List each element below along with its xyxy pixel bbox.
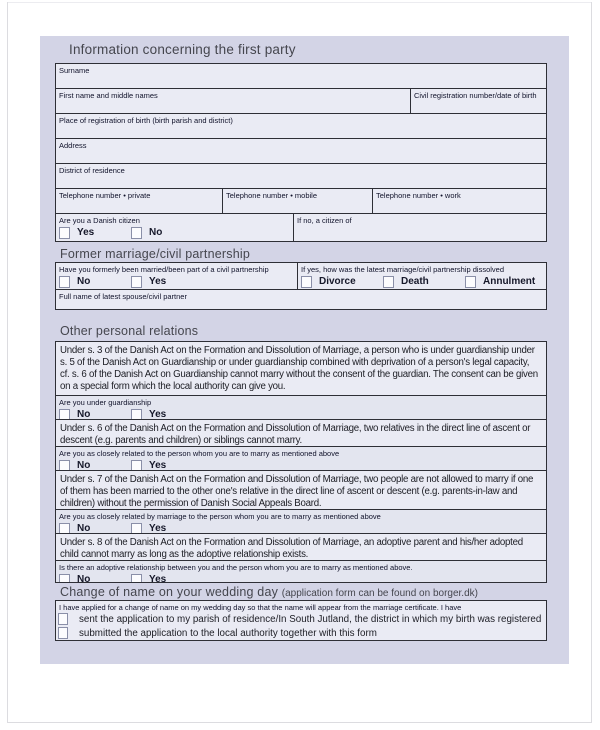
closely-related-options [56,460,546,470]
birth-registration-label: Place of registration of birth (birth parish and district) [59,116,233,125]
checkbox-label-yes: Yes [149,523,167,533]
table-row [56,289,546,309]
citizen-of-field[interactable] [293,214,546,241]
page-edge-bottom [7,722,592,723]
former-marriage-question [56,263,297,289]
table-row [56,138,546,163]
first-name-label: First name and middle names [59,91,158,100]
page-edge-top [7,2,592,3]
danish-citizen-label: Are you a Danish citizen [59,216,140,225]
checkbox-dissolved-divorce[interactable] [301,276,312,288]
checkbox-label-no: No [77,409,91,419]
checkbox-related-no[interactable] [59,460,70,470]
checkbox-label-yes: Yes [77,227,95,238]
table-row [56,113,546,138]
checkbox-name-change-parish[interactable] [58,613,68,625]
marriage-dissolved-question [297,263,546,289]
surname-field[interactable] [56,64,546,88]
birth-registration-field[interactable] [56,114,546,138]
first-name-field[interactable] [56,89,410,113]
district-of-residence-field[interactable] [56,164,546,188]
checkbox-former-marriage-no[interactable] [59,276,70,288]
guardianship-options [56,409,546,419]
citizen-of-label: If no, a citizen of [297,216,352,225]
spouse-name-field[interactable] [56,290,546,309]
danish-citizen-options [56,227,293,239]
checkbox-label-yes: Yes [149,460,167,470]
page-edge-right [591,2,592,722]
other-relations-box [55,341,547,583]
former-marriage-options [56,276,297,288]
closely-related-label: Are you as closely related to the person whom you are to marry as mentioned above [59,449,340,458]
checkbox-label-death: Death [401,276,429,287]
checkbox-name-change-local-authority[interactable] [58,627,68,639]
legal-text-s8: Under s. 8 of the Danish Act on the Formation and Dissolution of Marriage, an adoptive parent and his/her adopted child cannot marry as long as the adoptive relationship exists. [56,533,546,560]
legal-text-s3: Under s. 3 of the Danish Act on the Formation and Dissolution of Marriage, a person who is under guardianship under s. 5 of the Danish Act on Guardianship or under guardianship combined with deprivation of a person's legal capacity, cf. s. 6 of the Danish Act on Guardianship cannot marry without the consent of the guardian. The consent can be given on a special form which the local authority can give you. [60,345,538,392]
marriage-dissolved-label: If yes, how was the latest marriage/civil partnership dissolved [301,265,505,274]
table-row [56,188,546,213]
surname-label: Surname [59,66,90,75]
danish-citizen-question [56,214,293,241]
checkbox-adoptive-yes[interactable] [131,574,142,582]
checkbox-label-yes: Yes [149,276,167,287]
guardianship-label: Are you under guardianship [59,398,152,407]
checkbox-label-no: No [77,276,91,287]
telephone-mobile-field[interactable] [222,189,372,213]
related-by-marriage-label: Are you as closely related by marriage to the person whom you are to marry as mentioned above [59,512,381,521]
spouse-name-label: Full name of latest spouse/civil partner [59,292,187,301]
name-change-option-row [56,612,546,626]
telephone-work-label: Telephone number • work [376,191,461,200]
name-change-option-row [56,626,546,640]
checkbox-label-no: No [77,574,91,582]
checkbox-label-yes: Yes [149,574,167,582]
checkbox-related-by-marriage-no[interactable] [59,523,70,533]
table-row [56,88,546,113]
name-change-option-parish: sent the application to my parish of residence/In South Jutland, the district in which my birth was registered [79,613,542,625]
former-marriage-box [55,262,547,310]
checkbox-label-no: No [77,460,91,470]
checkbox-danish-citizen-yes[interactable] [59,227,70,239]
checkbox-danish-citizen-no[interactable] [131,227,142,239]
checkbox-guardianship-no[interactable] [59,409,70,419]
former-marriage-label: Have you formerly been married/been part of a civil partnership [59,265,269,274]
checkbox-former-marriage-yes[interactable] [131,276,142,288]
address-field[interactable] [56,139,546,163]
table-row [56,64,546,88]
adoptive-relationship-options [56,574,546,582]
marriage-dissolved-options [298,276,546,288]
telephone-work-field[interactable] [372,189,546,213]
table-row [56,263,546,289]
first-party-box [55,63,547,242]
checkbox-label-no: No [149,227,163,238]
name-change-box [55,600,547,641]
checkbox-dissolved-annulment[interactable] [465,276,476,288]
checkbox-adoptive-no[interactable] [59,574,70,582]
address-label: Address [59,141,87,150]
checkbox-label-divorce: Divorce [319,276,356,287]
section-heading-other-relations: Other personal relations [60,324,199,338]
legal-text-s7: Under s. 7 of the Danish Act on the Formation and Dissolution of Marriage, two people are not allowed to marry if one of them has been married to the other one's relative in the direct line of ascent or descent (e.g. parents-in-law and children) without the permission of Danish Social Appeals Board. [56,470,546,509]
checkbox-guardianship-yes[interactable] [131,409,142,419]
telephone-mobile-label: Telephone number • mobile [226,191,318,200]
telephone-private-label: Telephone number • private [59,191,151,200]
closely-related-question [56,446,546,470]
name-change-option-local-authority: submitted the application to the local authority together with this form [79,627,377,639]
adoptive-relationship-label: Is there an adoptive relationship between you and the person whom you are to marry as mentioned above. [59,563,413,572]
table-row [56,163,546,188]
telephone-private-field[interactable] [56,189,222,213]
related-by-marriage-options [56,523,546,533]
related-by-marriage-question [56,509,546,533]
civil-registration-label: Civil registration number/date of birth [414,91,537,100]
name-change-note-text: (application form can be found on borger.dk) [281,588,478,599]
section-heading-former-marriage: Former marriage/civil partnership [60,247,250,261]
guardianship-question [56,395,546,419]
table-row [56,213,546,241]
legal-text-s6: Under s. 6 of the Danish Act on the Formation and Dissolution of Marriage, two relatives in the direct line of ascent or descent (e.g. parents and children) or siblings cannot marry. [56,419,546,446]
checkbox-related-by-marriage-yes[interactable] [131,523,142,533]
form-title: Information concerning the first party [69,42,296,57]
adoptive-relationship-question [56,560,546,582]
name-change-heading: Change of name on your wedding day [60,585,279,599]
form-panel [40,36,569,664]
checkbox-related-yes[interactable] [131,460,142,470]
page-edge-left [7,2,8,722]
checkbox-label-no: No [77,523,91,533]
checkbox-label-yes: Yes [149,409,167,419]
district-of-residence-label: District of residence [59,166,125,175]
civil-registration-field[interactable] [410,89,546,113]
checkbox-label-annulment: Annulment [483,276,536,287]
section-heading-name-change [60,585,478,599]
checkbox-dissolved-death[interactable] [383,276,394,288]
name-change-intro-label: I have applied for a change of name on my wedding day so that the name will appear from the marriage certificate. I have [59,603,462,612]
